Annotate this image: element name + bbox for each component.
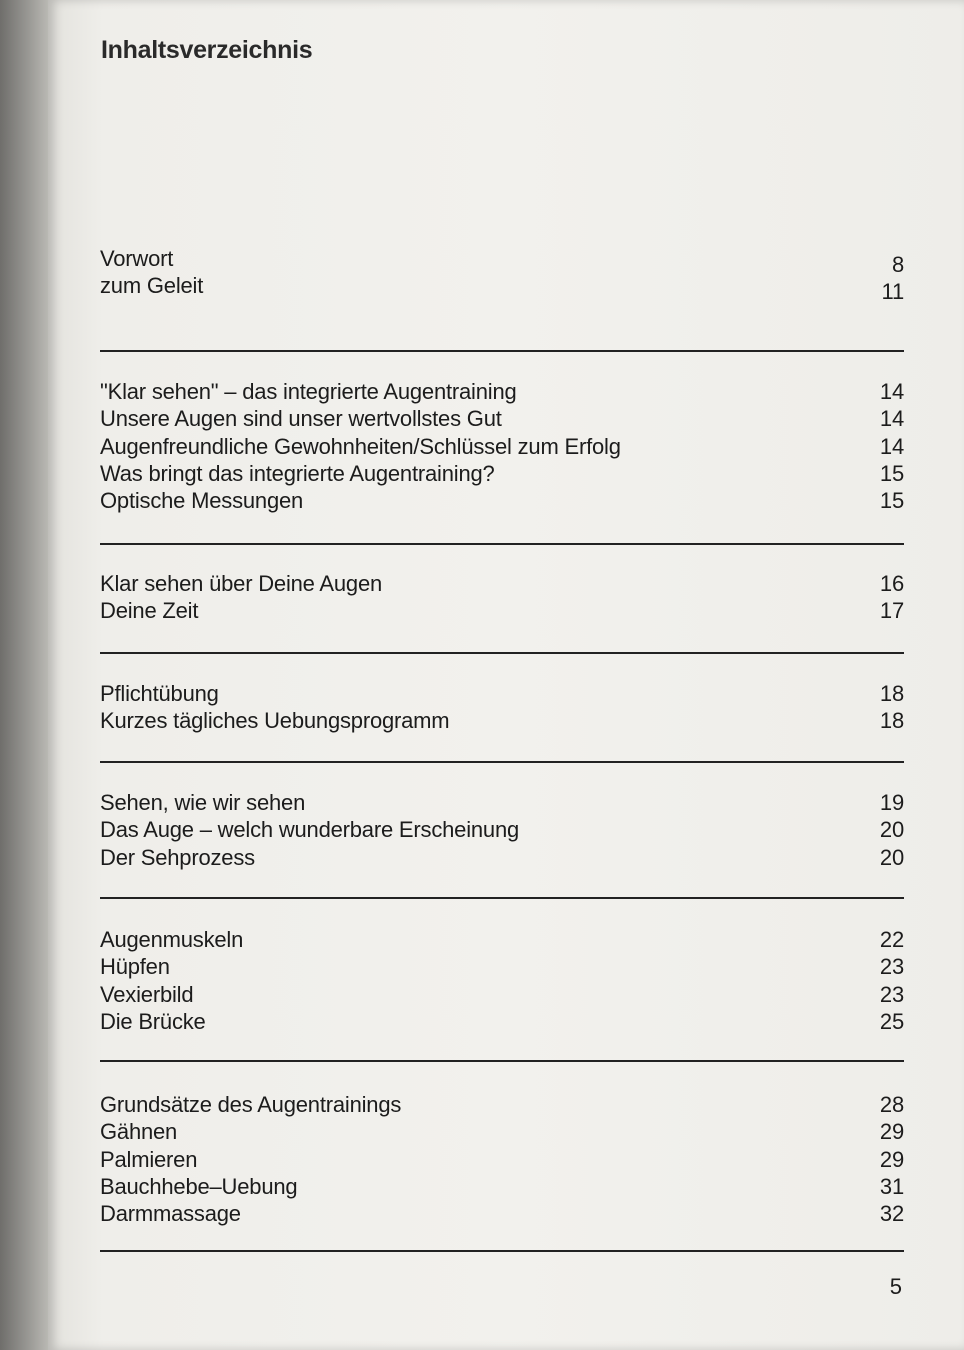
section-divider <box>100 1060 904 1062</box>
toc-entry-label: zum Geleit <box>100 273 204 299</box>
toc-entry-label: Grundsätze des Augentrainings <box>100 1092 402 1117</box>
toc-entry-label: Unsere Augen sind unser wertvollstes Gut <box>100 406 502 432</box>
toc-entry-label: Augenfreundliche Gewohnheiten/Schlüssel zum Erfolg <box>100 433 621 459</box>
toc-entry-page: 25 <box>879 1008 904 1034</box>
section-divider <box>100 897 904 899</box>
toc-entry-page: 20 <box>879 817 904 843</box>
toc-entry-label: Die Brücke <box>100 1008 206 1034</box>
toc-entry <box>100 707 904 734</box>
section-divider <box>100 761 904 763</box>
toc-entry-page: 28 <box>879 1092 904 1117</box>
toc-section <box>100 570 904 625</box>
toc-entry <box>100 597 904 624</box>
toc-entry-page: 8 <box>891 252 904 277</box>
toc-entry-page: 32 <box>879 1201 904 1227</box>
toc-entry-page: 14 <box>879 406 904 432</box>
toc-entry-page: 23 <box>879 954 904 980</box>
toc-entry-page: 15 <box>879 488 904 514</box>
toc-entry <box>100 272 904 305</box>
toc-entry-label: Sehen, wie wir sehen <box>100 790 306 815</box>
toc-entry-page: 15 <box>879 460 904 486</box>
toc-entry-page: 18 <box>879 681 904 706</box>
section-divider <box>100 543 904 545</box>
toc-entry <box>100 570 904 597</box>
page-number: 5 <box>889 1274 902 1299</box>
section-divider <box>100 350 904 352</box>
toc-entry-page: 19 <box>879 790 904 815</box>
toc-entry <box>100 433 904 460</box>
section-divider <box>100 652 904 654</box>
toc-entry-page: 14 <box>879 379 904 404</box>
toc-entry <box>100 981 904 1008</box>
toc-entry-page: 31 <box>879 1173 904 1199</box>
toc-entry <box>100 816 904 843</box>
toc-entry <box>100 789 904 816</box>
toc-entry <box>100 245 904 277</box>
toc-entry-label: Der Sehprozess <box>100 844 255 870</box>
section-divider <box>100 1250 904 1252</box>
toc-entry <box>100 1008 904 1035</box>
toc-section <box>100 245 904 305</box>
toc-section <box>100 378 904 514</box>
toc-entry-label: Vexierbild <box>100 981 194 1007</box>
toc-entry-page: 23 <box>879 981 904 1007</box>
toc-entry-page: 14 <box>879 433 904 459</box>
toc-section <box>100 926 904 1035</box>
toc-entry <box>100 680 904 707</box>
toc-entry-label: Optische Messungen <box>100 488 304 514</box>
toc-entry <box>100 926 904 953</box>
toc-entry <box>100 1091 904 1118</box>
toc-entry-page: 22 <box>879 927 904 952</box>
toc-entry-label: Vorwort <box>100 246 174 271</box>
toc-entry-label: Kurzes tägliches Uebungsprogramm <box>100 708 450 734</box>
toc-entry-page: 11 <box>881 279 904 305</box>
toc-entry-page: 29 <box>879 1119 904 1145</box>
toc-entry-label: Klar sehen über Deine Augen <box>100 571 383 596</box>
book-spine-shadow <box>0 0 48 1350</box>
page-title: Inhaltsverzeichnis <box>101 36 313 64</box>
toc-entry-label: Hüpfen <box>100 954 170 980</box>
toc-entry-page: 17 <box>879 598 904 624</box>
toc-entry-label: Das Auge – welch wunderbare Erscheinung <box>100 817 520 843</box>
toc-entry <box>100 487 904 514</box>
toc-entry-label: Gähnen <box>100 1119 178 1145</box>
toc-entry-page: 29 <box>879 1146 904 1172</box>
toc-entry <box>100 460 904 487</box>
toc-entry <box>100 405 904 432</box>
toc-entry-label: Augenmuskeln <box>100 927 244 952</box>
toc-entry-label: Bauchhebe–Uebung <box>100 1173 298 1199</box>
toc-entry <box>100 378 904 405</box>
toc-entry <box>100 953 904 980</box>
toc-entry-label: "Klar sehen" – das integrierte Augentraining <box>100 379 517 404</box>
toc-section <box>100 680 904 735</box>
toc-entry-label: Darmmassage <box>100 1201 241 1227</box>
toc-entry <box>100 1146 904 1173</box>
toc-entry <box>100 1118 904 1145</box>
toc-entry <box>100 1200 904 1227</box>
toc-entry-page: 18 <box>879 708 904 734</box>
toc-entry-label: Pflichtübung <box>100 681 219 706</box>
book-page <box>48 0 964 1350</box>
toc-section <box>100 789 904 871</box>
toc-entry-page: 20 <box>879 844 904 870</box>
toc-section <box>100 1091 904 1227</box>
toc-entry-label: Palmieren <box>100 1146 198 1172</box>
toc-entry <box>100 844 904 871</box>
toc-entry-page: 16 <box>879 571 904 596</box>
toc-entry <box>100 1173 904 1200</box>
toc-entry-label: Was bringt das integrierte Augentraining? <box>100 460 495 486</box>
toc-entry-label: Deine Zeit <box>100 598 199 624</box>
